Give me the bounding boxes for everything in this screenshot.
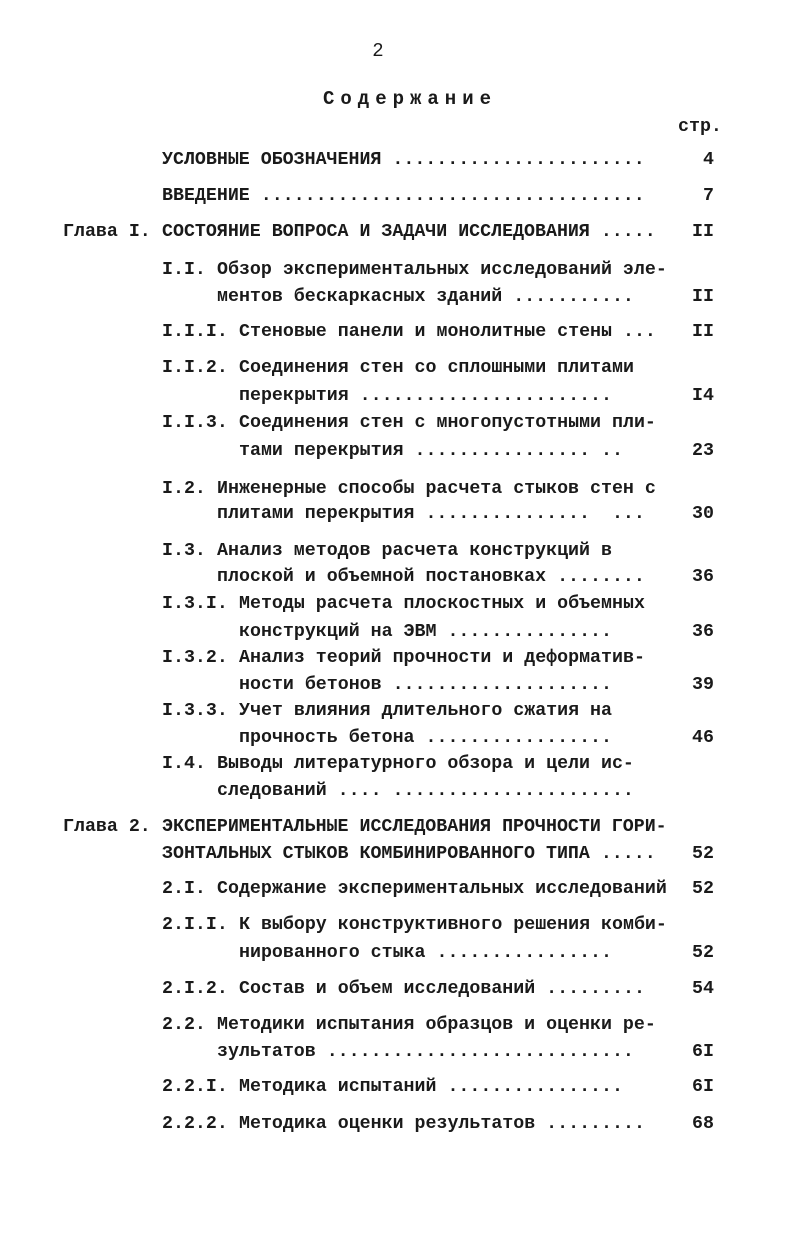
toc-entry-text: СОСТОЯНИЕ ВОПРОСА И ЗАДАЧИ ИССЛЕДОВАНИЯ ..... [162, 222, 656, 242]
toc-page-number: 54 [692, 979, 714, 999]
toc-page-number: 6I [692, 1042, 714, 1062]
toc-entry-text: Соединения стен с многопустотными пли- [239, 413, 656, 433]
toc-page-number: 36 [692, 567, 714, 587]
toc-entry-text: Обзор экспериментальных исследований эле- [217, 260, 667, 280]
toc-page-number: II [692, 222, 714, 242]
toc-entry-number: Глава 2. [63, 817, 151, 837]
toc-entry-number: I.3. [162, 541, 206, 561]
toc-entry-text: следований .... ...................... [217, 781, 634, 801]
toc-entry-text: Методики испытания образцов и оценки ре- [217, 1015, 656, 1035]
toc-entry-number: 2.I. [162, 879, 206, 899]
page-number: 2 [372, 40, 384, 62]
toc-entry-number: I.3.3. [162, 701, 228, 721]
page-column-header: стр. [678, 117, 722, 137]
toc-entry-number: I.I. [162, 260, 206, 280]
toc-page-number: 30 [692, 504, 714, 524]
toc-page-number: II [692, 322, 714, 342]
page-title: Содержание [322, 88, 498, 110]
toc-entry-text: конструкций на ЭВМ ............... [239, 622, 612, 642]
toc-entry-text: ментов бескаркасных зданий ........... [217, 287, 634, 307]
toc-entry-text: ЭКСПЕРИМЕНТАЛЬНЫЕ ИССЛЕДОВАНИЯ ПРОЧНОСТИ ГОРИ- [162, 817, 667, 837]
toc-page-number: 68 [692, 1114, 714, 1134]
toc-page-number: 7 [703, 186, 714, 206]
toc-entry-text: ВВЕДЕНИЕ ................................... [162, 186, 645, 206]
toc-entry-number: I.I.I. [162, 322, 228, 342]
toc-entry-text: ности бетонов .................... [239, 675, 612, 695]
toc-page-number: 52 [692, 844, 714, 864]
toc-entry-text: Стеновые панели и монолитные стены ... [239, 322, 656, 342]
toc-entry-number: I.I.3. [162, 413, 228, 433]
toc-page-number: 4 [703, 150, 714, 170]
toc-entry-number: 2.2.I. [162, 1077, 228, 1097]
toc-entry-number: I.2. [162, 479, 206, 499]
toc-entry-number: I.4. [162, 754, 206, 774]
toc-entry-number: 2.I.I. [162, 915, 228, 935]
toc-entry-text: плитами перекрытия ............... ... [217, 504, 645, 524]
toc-entry-number: 2.2. [162, 1015, 206, 1035]
toc-page-number: 52 [692, 943, 714, 963]
toc-page-number: II [692, 287, 714, 307]
toc-page-number: 52 [692, 879, 714, 899]
toc-entry-text: ЗОНТАЛЬНЫХ СТЫКОВ КОМБИНИРОВАННОГО ТИПА ..... [162, 844, 656, 864]
toc-entry-text: Методика испытаний ................ [239, 1077, 623, 1097]
toc-entry-text: тами перекрытия ................ .. [239, 441, 623, 461]
toc-entry-text: УСЛОВНЫЕ ОБОЗНАЧЕНИЯ ....................... [162, 150, 645, 170]
toc-entry-text: Соединения стен со сплошными плитами [239, 358, 634, 378]
toc-entry-text: нированного стыка ................ [239, 943, 612, 963]
toc-entry-text: Анализ теорий прочности и деформатив- [239, 648, 645, 668]
toc-entry-text: прочность бетона ................. [239, 728, 612, 748]
toc-entry-text: Методика оценки результатов ......... [239, 1114, 645, 1134]
toc-entry-number: 2.2.2. [162, 1114, 228, 1134]
toc-entry-number: I.3.I. [162, 594, 228, 614]
toc-page-number: 39 [692, 675, 714, 695]
toc-entry-number: 2.I.2. [162, 979, 228, 999]
toc-entry-number: I.3.2. [162, 648, 228, 668]
toc-entry-number: I.I.2. [162, 358, 228, 378]
toc-entry-text: зультатов ............................ [217, 1042, 634, 1062]
toc-entry-text: Состав и объем исследований ......... [239, 979, 645, 999]
toc-entry-text: перекрытия ....................... [239, 386, 612, 406]
toc-entry-text: плоской и объемной постановках ........ [217, 567, 645, 587]
toc-page-number: 6I [692, 1077, 714, 1097]
toc-page-number: 46 [692, 728, 714, 748]
toc-page-number: 23 [692, 441, 714, 461]
toc-entry-text: Анализ методов расчета конструкций в [217, 541, 612, 561]
toc-entry-text: К выбору конструктивного решения комби- [239, 915, 667, 935]
toc-entry-text: Инженерные способы расчета стыков стен с [217, 479, 656, 499]
toc-page-number: I4 [692, 386, 714, 406]
toc-page-number: 36 [692, 622, 714, 642]
toc-entry-text: Методы расчета плоскостных и объемных [239, 594, 645, 614]
toc-entry-text: Содержание экспериментальных исследований [217, 879, 667, 899]
toc-entry-text: Учет влияния длительного сжатия на [239, 701, 612, 721]
toc-entry-number: Глава I. [63, 222, 151, 242]
toc-entry-text: Выводы литературного обзора и цели ис- [217, 754, 634, 774]
